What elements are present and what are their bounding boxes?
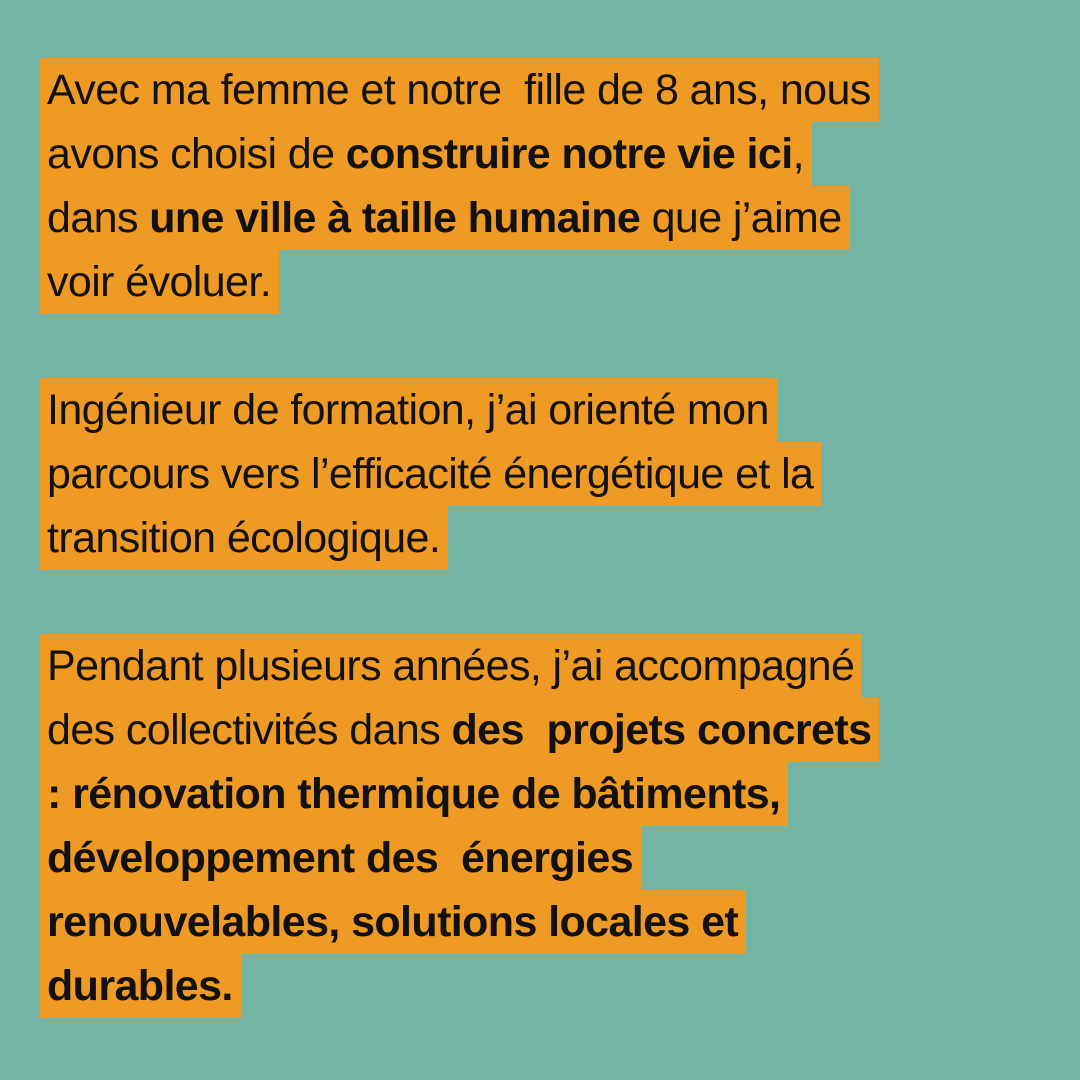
bold-text-run: développement des énergies bbox=[47, 834, 634, 882]
text-line bbox=[40, 186, 1050, 250]
text-line bbox=[40, 378, 1050, 442]
paragraph-family bbox=[40, 58, 1050, 314]
text-run: des collectivités dans bbox=[47, 706, 452, 754]
text-run: Avec ma femme et notre fille de 8 ans, nous bbox=[47, 66, 871, 114]
text-line bbox=[40, 954, 1050, 1018]
paragraph-career bbox=[40, 378, 1050, 570]
text-run: transition écologique. bbox=[47, 514, 441, 562]
text-run: dans bbox=[47, 194, 150, 242]
text-line bbox=[40, 634, 1050, 698]
text-line bbox=[40, 826, 1050, 890]
text-line bbox=[40, 442, 1050, 506]
text-run: que j’aime bbox=[640, 194, 842, 242]
text-line bbox=[40, 506, 1050, 570]
bold-text-run: une ville à taille humaine bbox=[149, 194, 641, 242]
bold-text-run: durables. bbox=[47, 962, 233, 1010]
text-run: Ingénieur de formation, j’ai orienté mon bbox=[47, 386, 769, 434]
text-line bbox=[40, 58, 1050, 122]
bold-text-run: renouvelables, solutions locales et bbox=[47, 898, 739, 946]
text-line bbox=[40, 122, 1050, 186]
bold-text-run: construire notre vie ici bbox=[345, 130, 793, 178]
paragraph-projects bbox=[40, 634, 1050, 1018]
text-line bbox=[40, 250, 1050, 314]
text-run: , bbox=[792, 130, 804, 178]
text-run: parcours vers l’efficacité énergétique et la bbox=[47, 450, 814, 498]
text-line bbox=[40, 698, 1050, 762]
text-run: avons choisi de bbox=[47, 130, 346, 178]
bold-text-run: des projets concrets bbox=[451, 706, 872, 754]
text-line bbox=[40, 762, 1050, 826]
text-run: Pendant plusieurs années, j’ai accompagné bbox=[47, 642, 855, 690]
bold-text-run: : rénovation thermique de bâtiments, bbox=[47, 770, 781, 818]
text-run: voir évoluer. bbox=[47, 258, 272, 306]
text-line bbox=[40, 890, 1050, 954]
